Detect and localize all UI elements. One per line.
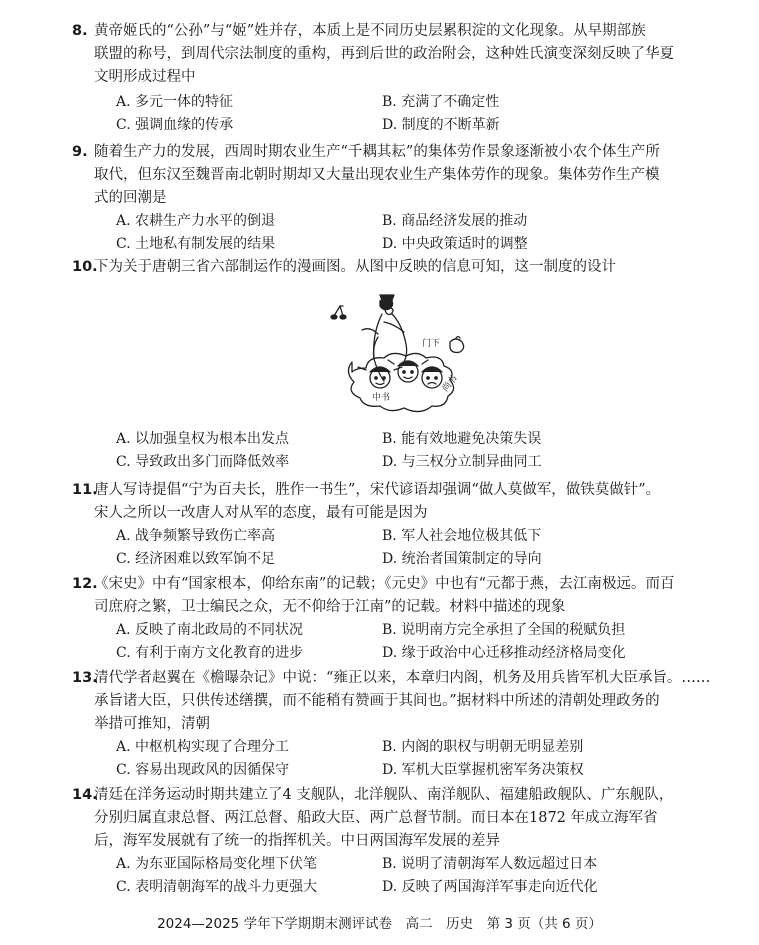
option-c[interactable]: C. 土地私有制发展的结果 <box>116 236 276 252</box>
question-13 <box>72 667 724 778</box>
option-c[interactable]: C. 表明清朝海军的战斗力更强大 <box>116 879 318 895</box>
question-stem-line: 唐人写诗提倡“宁为百夫长，胜作一书生”，宋代谚语却强调“做人莫做军，做铁莫做针”。 <box>94 482 661 498</box>
page-footer: 2024—2025 学年下学期期末测评试卷 高二 历史 第 3 页（共 6 页） <box>157 916 602 932</box>
question-number: 14. <box>72 787 98 803</box>
question-stem-line: 举措可推知，清朝 <box>94 716 210 732</box>
option-a[interactable]: A. 反映了南北政局的不同状况 <box>116 622 304 638</box>
option-b[interactable]: B. 商品经济发展的推动 <box>382 213 528 229</box>
question-number: 8. <box>72 23 88 39</box>
option-a[interactable]: A. 农耕生产力水平的倒退 <box>116 213 276 229</box>
question-stem-line: 式的回潮是 <box>94 190 167 206</box>
question-stem-line: 随着生产力的发展，西周时期农业生产“千耦其耘”的集体劳作景象逐渐被小农个体生产所 <box>94 144 660 160</box>
question-stem-line: 后，海军发展就有了统一的指挥机关。中日两国海军发展的差异 <box>94 833 500 849</box>
question-stem-line: 分别归属直隶总督、两江总督、船政大臣、两广总督节制。而日本在1872 年成立海军省 <box>94 810 658 826</box>
question-stem-line: 承旨诸大臣，只供传述缮撰，而不能稍有赞画于其间也。”据材料中所述的清朝处理政务的 <box>94 693 660 709</box>
option-b[interactable]: B. 内阁的职权与明朝无明显差别 <box>382 739 584 755</box>
question-11 <box>72 479 724 567</box>
question-stem-line: 取代，但东汉至魏晋南北朝时期却又大量出现农业生产集体劳作的现象。集体劳作生产模 <box>94 167 660 183</box>
question-stem-line: 《宋史》中有“国家根本，仰给东南”的记载；《元史》中也有“元都于燕，去江南极远。而百 <box>94 576 675 592</box>
option-d[interactable]: D. 反映了两国海洋军事走向近代化 <box>382 879 598 895</box>
option-b[interactable]: B. 充满了不确定性 <box>382 94 500 110</box>
option-a[interactable]: A. 中枢机构实现了合理分工 <box>116 739 290 755</box>
question-stem-line: 黄帝姬氏的“公孙”与“姬”姓并存，本质上是不同历史层累积淀的文化现象。从早期部族 <box>94 23 646 39</box>
question-9 <box>72 141 724 252</box>
option-b[interactable]: B. 说明南方完全承担了全国的税赋负担 <box>382 622 626 638</box>
option-d[interactable]: D. 军机大臣掌握机密军务决策权 <box>382 762 584 778</box>
question-stem-line: 下为关于唐朝三省六部制运作的漫画图。从图中反映的信息可知，这一制度的设计 <box>94 259 616 275</box>
option-a[interactable]: A. 为东亚国际格局变化埋下伏笔 <box>116 856 318 872</box>
option-b[interactable]: B. 说明了清朝海军人数远超过日本 <box>382 856 598 872</box>
option-a[interactable]: A. 战争频繁导致伤亡率高 <box>116 528 276 544</box>
label-zhongshu: 中书 <box>372 393 391 403</box>
option-d[interactable]: D. 统治者国策制定的导向 <box>382 551 542 567</box>
question-number: 11. <box>72 482 98 498</box>
question-number: 9. <box>72 144 88 160</box>
question-14 <box>72 784 724 895</box>
option-c[interactable]: C. 导致政出多门而降低效率 <box>116 454 290 470</box>
option-c[interactable]: C. 容易出现政风的因循保守 <box>116 762 290 778</box>
label-menxia: 门下 <box>422 339 441 349</box>
option-d[interactable]: D. 中央政策适时的调整 <box>382 236 528 252</box>
option-b[interactable]: B. 军人社会地位极其低下 <box>382 528 542 544</box>
option-d[interactable]: D. 制度的不断革新 <box>382 117 500 133</box>
question-stem-line: 清廷在洋务运动时期共建立了4 支舰队，北洋舰队、南洋舰队、福建船政舰队、广东舰队， <box>94 787 674 803</box>
option-a[interactable]: A. 多元一体的特征 <box>116 94 234 110</box>
question-stem-line: 清代学者赵翼在《檐曝杂记》中说：“雍正以来，本章归内阁，机务及用兵皆军机大臣承旨。…… <box>94 670 711 686</box>
option-c[interactable]: C. 经济困难以致军饷不足 <box>116 551 276 567</box>
question-number: 12. <box>72 576 98 592</box>
option-d[interactable]: D. 缘于政治中心迁移推动经济格局变化 <box>382 645 626 661</box>
label-shangshu: 尚书 <box>440 373 460 394</box>
question-number: 10. <box>72 259 98 275</box>
question-number: 13. <box>72 670 98 686</box>
question-12 <box>72 573 724 661</box>
option-b[interactable]: B. 能有效地避免决策失误 <box>382 431 542 447</box>
question-stem-line: 联盟的称号，到周代宗法制度的重构，再到后世的政治附会，这种姓氏演变深刻反映了华夏 <box>94 46 674 62</box>
question-stem-line: 宋人之所以一改唐人对从军的态度，最有可能是因为 <box>94 505 428 521</box>
option-a[interactable]: A. 以加强皇权为根本出发点 <box>116 431 290 447</box>
option-c[interactable]: C. 有利于南方文化教育的进步 <box>116 645 304 661</box>
three-departments-cartoon <box>322 292 482 417</box>
option-c[interactable]: C. 强调血缘的传承 <box>116 117 234 133</box>
question-stem-line: 司庶府之繁，卫士编民之众，无不仰给于江南”的记载。材料中描述的现象 <box>94 599 566 615</box>
option-d[interactable]: D. 与三权分立制异曲同工 <box>382 454 542 470</box>
question-stem-line: 文明形成过程中 <box>94 69 196 85</box>
question-8 <box>72 20 724 133</box>
